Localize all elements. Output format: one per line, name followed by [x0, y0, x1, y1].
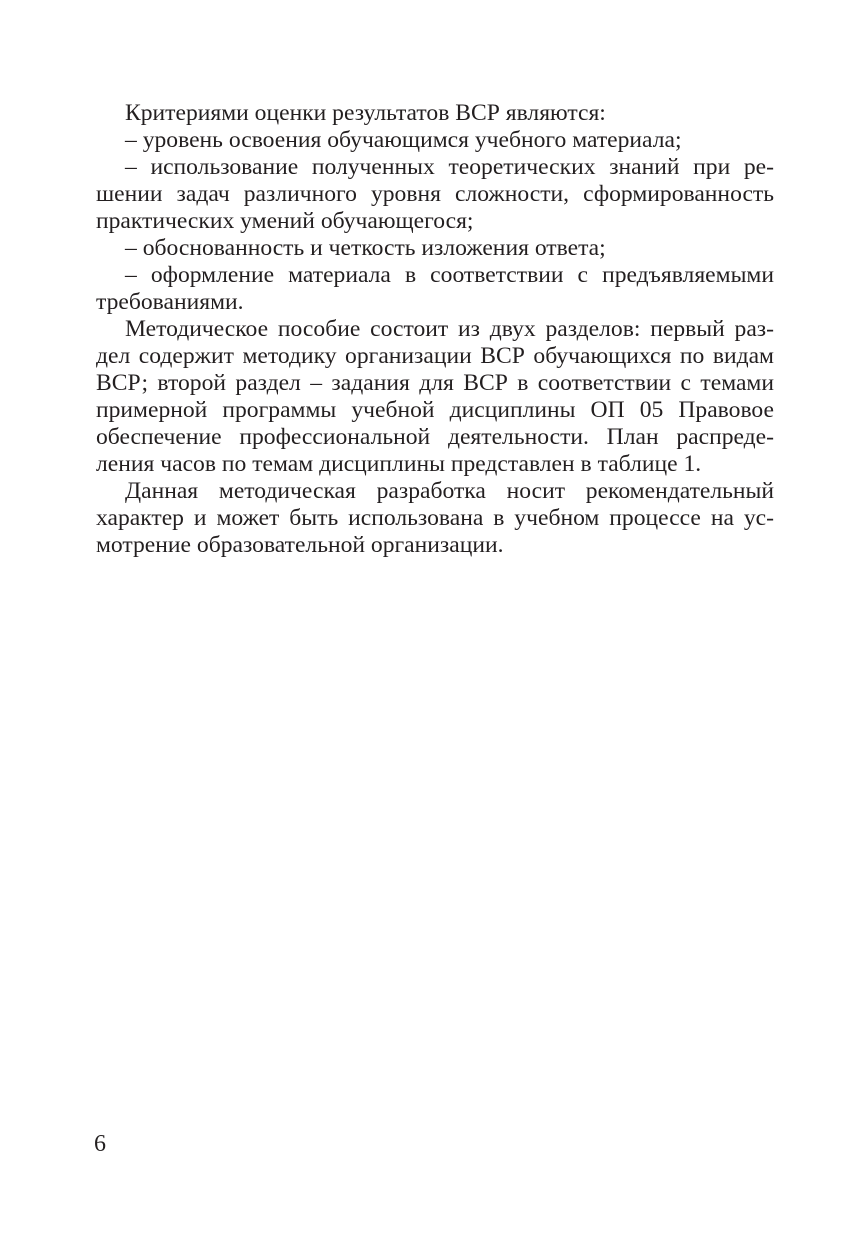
- page-body: [96, 100, 774, 559]
- text-line: мотрение образовательной организации.: [96, 532, 504, 558]
- text-line: ВСР; второй раздел – задания для ВСР в соответствии с темами: [96, 370, 774, 396]
- text-line: – обоснованность и четкость изложения ответа;: [125, 235, 606, 261]
- paragraph-recommendation: [96, 478, 774, 559]
- text-line: ления часов по темам дисциплины представлен в таблице 1.: [96, 451, 702, 477]
- text-line: шении задач различного уровня сложности, сформированность: [96, 181, 774, 207]
- paragraph-criteria-intro: [96, 100, 774, 127]
- text-line: характер и может быть использована в учебном процессе на ус-: [96, 505, 774, 531]
- list-item-criterion-4: [96, 262, 774, 316]
- text-line: обеспечение профессиональной деятельности. План распреде-: [96, 424, 774, 450]
- text-line: – использование полученных теоретических знаний при ре-: [125, 154, 774, 180]
- paragraph-manual-structure: [96, 316, 774, 478]
- text-line: Данная методическая разработка носит рекомендательный: [125, 478, 774, 504]
- page-number: 6: [94, 1131, 106, 1157]
- text-line: – оформление материала в соответствии с предъявляемыми: [125, 262, 774, 288]
- text-line: Методическое пособие состоит из двух разделов: первый раз-: [125, 316, 774, 342]
- text-line: требованиями.: [96, 289, 244, 315]
- list-item-criterion-2: [96, 154, 774, 235]
- list-item-criterion-1: [96, 127, 774, 154]
- list-item-criterion-3: [96, 235, 774, 262]
- text-line: – уровень освоения обучающимся учебного материала;: [125, 127, 682, 153]
- text-line: дел содержит методику организации ВСР обучающихся по видам: [96, 343, 774, 369]
- text-line: практических умений обучающегося;: [96, 208, 474, 234]
- text-line: Критериями оценки результатов ВСР являются:: [125, 100, 606, 126]
- text-line: примерной программы учебной дисциплины ОП 05 Правовое: [96, 397, 774, 423]
